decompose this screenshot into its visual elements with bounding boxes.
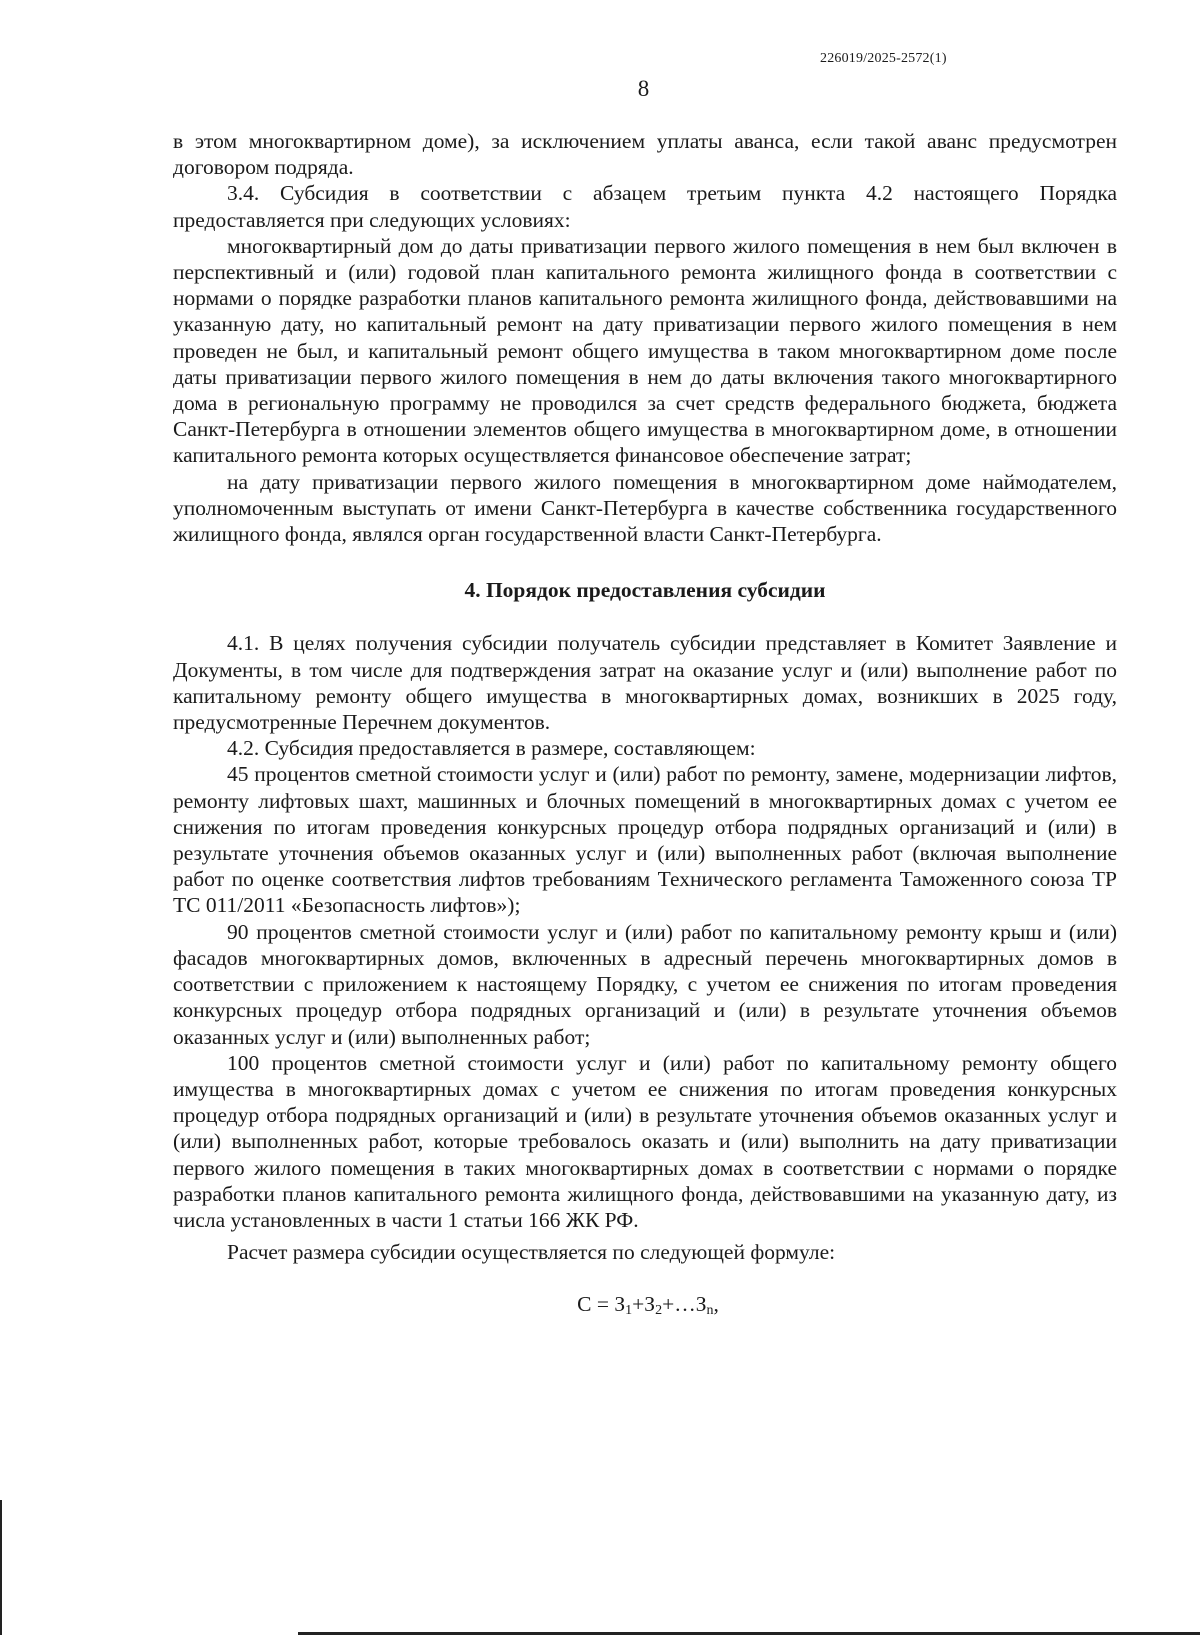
- paragraph-formula-intro: Расчет размера субсидии осуществляется по следующей формуле:: [227, 1240, 836, 1265]
- paragraph-45-percent: 45 процентов сметной стоимости услуг и (или) работ по ремонту, замене, модернизации лифтов, ремонту лифтовых шахт, машинных и блочных помещений в многоквартирных домах с учетом ее снижения по итогам проведения конкурсных процедур отбора подрядных организаций и (или) в результате уточнения объемов оказанных услуг и (или) выполненных работ (включая выполнение работ по оценке соответствия лифтов требованиям Технического регламента Таможенного союза ТР ТС 011/2011 «Безопасность лифтов»);: [173, 762, 1117, 918]
- formula-lhs: С = З: [577, 1292, 626, 1317]
- formula-tail: ,: [713, 1292, 719, 1317]
- paragraph-4-2: 4.2. Субсидия предоставляется в размере, составляющем:: [227, 736, 756, 761]
- document-id: 226019/2025-2572(1): [820, 51, 947, 66]
- formula-sub-1: 1: [625, 1303, 633, 1319]
- paragraph-continuation: в этом многоквартирном доме), за исключением уплаты аванса, если такой аванс предусмотрен договором подряда.: [173, 129, 1117, 180]
- document-body: [173, 128, 1117, 1325]
- scan-edge-left: [0, 1500, 2, 1635]
- paragraph-90-percent: 90 процентов сметной стоимости услуг и (или) работ по капитальному ремонту крыш и (или) фасадов многоквартирных домов, включенных в адресный перечень многоквартирных домов в соответствии с приложением к настоящему Порядку, с учетом ее снижения по итогам проведения конкурсных процедур отбора подрядных организаций и (или) в результате уточнения объемов оказанных услуг и (или) выполненных работ;: [173, 919, 1117, 1049]
- paragraph-3-4: 3.4. Субсидия в соответствии с абзацем третьим пункта 4.2 настоящего Порядка предоставляется при следующих условиях:: [173, 181, 1117, 232]
- subsidy-formula: [173, 1291, 1117, 1324]
- paragraph-4-1: 4.1. В целях получения субсидии получатель субсидии представляет в Комитет Заявление и Документы, в том числе для подтверждения затрат на оказание услуг и (или) выполнение работ по капитальному ремонту общего имущества в многоквартирных домах, возникших в 2025 году, предусмотренные Перечнем документов.: [173, 631, 1117, 735]
- paragraph-condition-1: многоквартирный дом до даты приватизации первого жилого помещения в нем был включен в перспективный и (или) годовой план капитального ремонта жилищного фонда в соответствии с нормами о порядке разработки планов капитального ремонта жилищного фонда, действовавшими на указанную дату, но капитальный ремонт на дату приватизации первого жилого помещения в нем проведен не был, и капитальный ремонт общего имущества в таком многоквартирном доме после даты приватизации первого жилого помещения в нем до даты включения такого многоквартирного дома в региональную программу не проводился за счет средств федерального бюджета, бюджета Санкт-Петербурга в отношении элементов общего имущества в многоквартирном доме, в отношении капитального ремонта которых осуществляется финансовое обеспечение затрат;: [173, 233, 1117, 468]
- page-number: 8: [637, 76, 650, 101]
- formula-plus-1: +З: [632, 1292, 656, 1317]
- formula-sub-n: n: [706, 1303, 714, 1319]
- formula-mid: +…З: [662, 1292, 707, 1317]
- paragraph-100-percent: 100 процентов сметной стоимости услуг и (или) работ по капитальному ремонту общего имущества в многоквартирных домах с учетом ее снижения по итогам проведения конкурсных процедур отбора подрядных организаций и (или) в результате уточнения объемов оказанных услуг и (или) выполненных работ, которые требовалось оказать и (или) выполнить на дату приватизации первого жилого помещения в таких многоквартирных домах в соответствии с нормами о порядке разработки планов капитального ремонта жилищного фонда, действовавшими на указанную дату, из числа установленных в части 1 статьи 166 ЖК РФ.: [173, 1050, 1117, 1232]
- paragraph-condition-2: на дату приватизации первого жилого помещения в многоквартирном доме наймодателем, уполномоченным выступать от имени Санкт-Петербурга в качестве собственника государственного жилищного фонда, являлся орган государственной власти Санкт-Петербурга.: [173, 469, 1117, 547]
- formula-sub-2: 2: [655, 1303, 663, 1319]
- section-title: 4. Порядок предоставления субсидии: [464, 578, 826, 603]
